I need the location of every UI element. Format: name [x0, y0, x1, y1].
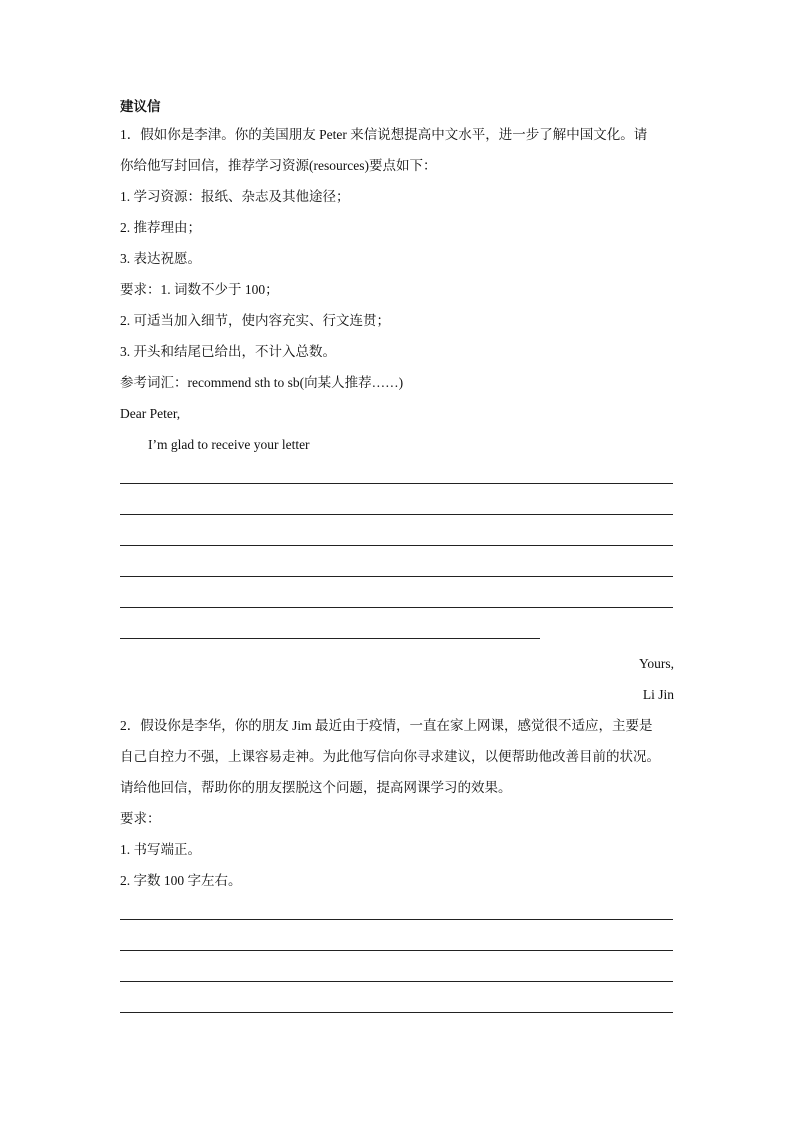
section-title: 建议信 — [120, 99, 161, 114]
writing-line[interactable] — [120, 919, 673, 920]
writing-line[interactable] — [120, 545, 673, 546]
writing-line[interactable] — [120, 483, 673, 484]
writing-line[interactable] — [120, 514, 673, 515]
q2-requirement: 2. 字数 100 字左右。 — [120, 873, 242, 888]
q1-vocab: 参考词汇：recommend sth to sb(向某人推荐……) — [120, 375, 404, 390]
q1-prompt-line-2: 你给他写封回信，推荐学习资源(resources)要点如下： — [120, 158, 437, 173]
q1-requirement: 2. 可适当加入细节，使内容充实、行文连贯； — [120, 313, 390, 328]
q1-point: 2. 推荐理由； — [120, 220, 201, 235]
q1-requirement: 3. 开头和结尾已给出，不计入总数。 — [120, 344, 336, 359]
q2-requirement-label: 要求： — [120, 811, 161, 826]
q1-signature: Li Jin — [642, 687, 674, 702]
writing-line[interactable] — [120, 950, 673, 951]
writing-line[interactable] — [120, 607, 673, 608]
q1-opening: I’m glad to receive your letter — [148, 437, 310, 452]
q1-closing: Yours, — [638, 656, 674, 671]
writing-line[interactable] — [120, 1012, 673, 1013]
writing-line[interactable] — [120, 981, 673, 982]
q1-point: 1. 学习资源：报纸、杂志及其他途径； — [120, 189, 350, 204]
q1-prompt-line-1: 1．假如你是李津。你的美国朋友 Peter 来信说想提高中文水平，进一步了解中国文化。请 — [120, 127, 648, 142]
q2-prompt-line-2: 自己自控力不强，上课容易走神。为此他写信向你寻求建议，以便帮助他改善目前的状况。 — [120, 749, 660, 764]
q1-requirement: 要求：1. 词数不少于 100； — [120, 282, 279, 297]
q1-point: 3. 表达祝愿。 — [120, 251, 201, 266]
q1-greeting: Dear Peter, — [120, 406, 181, 421]
q2-requirement: 1. 书写端正。 — [120, 842, 201, 857]
writing-line[interactable] — [120, 576, 673, 577]
q2-prompt-line-1: 2．假设你是李华，你的朋友 Jim 最近由于疫情，一直在家上网课，感觉很不适应，主要是 — [120, 718, 653, 733]
q2-prompt-line-3: 请给他回信，帮助你的朋友摆脱这个问题，提高网课学习的效果。 — [120, 780, 512, 795]
writing-line[interactable] — [120, 638, 540, 639]
